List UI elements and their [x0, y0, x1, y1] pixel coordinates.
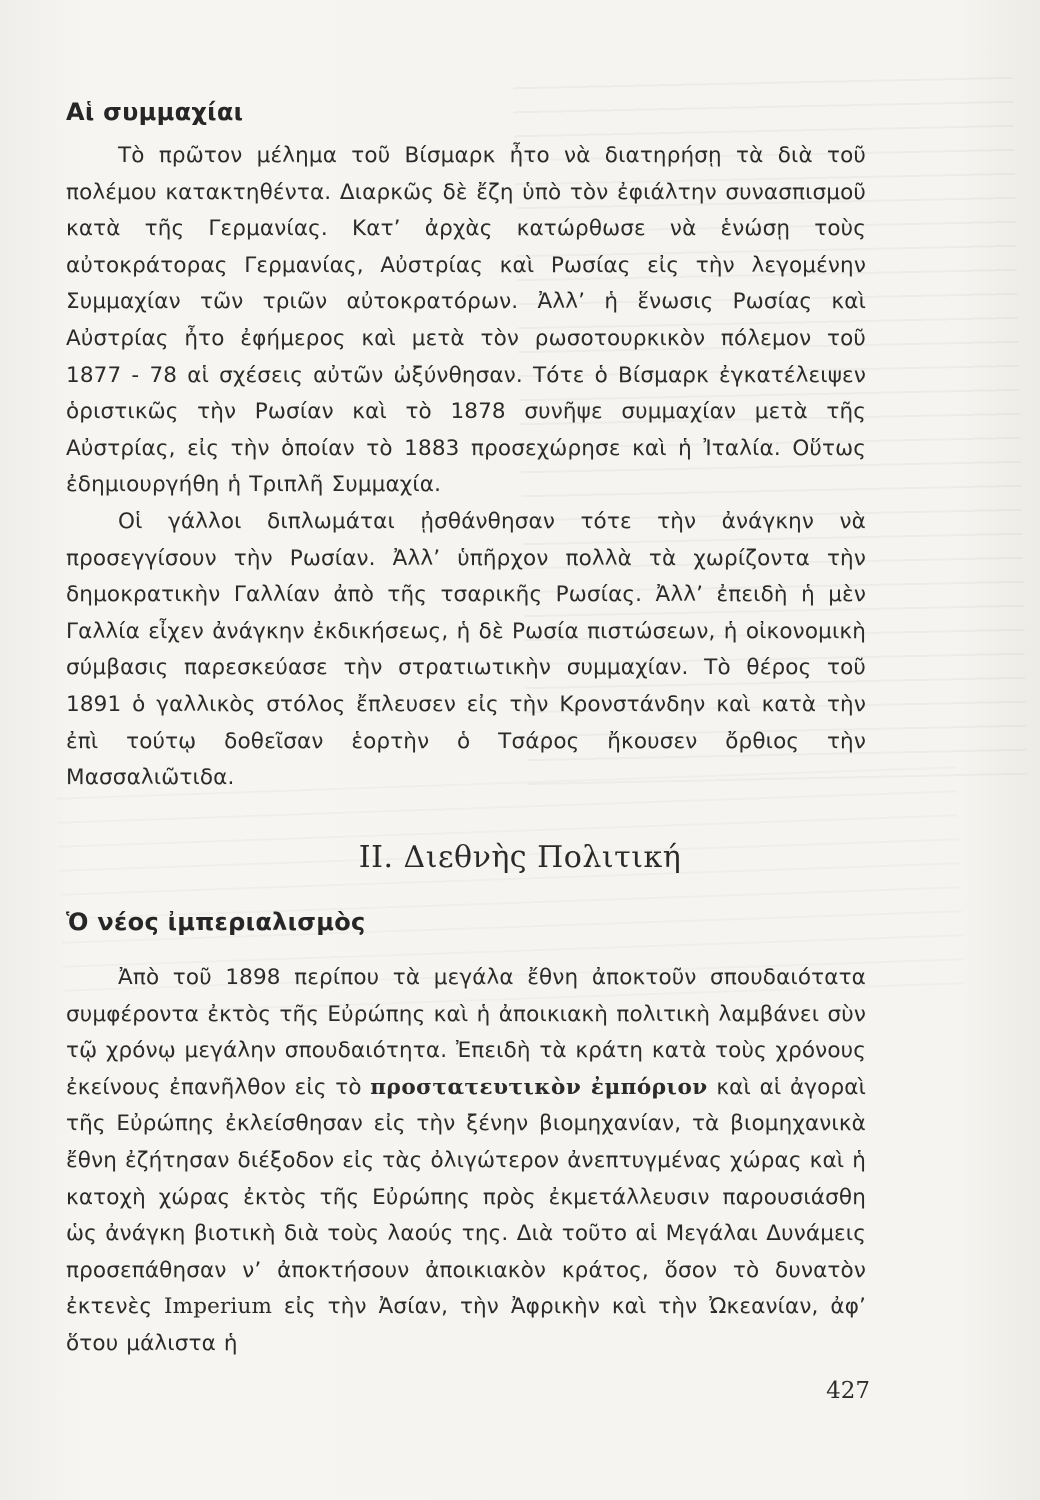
protectionist-trade-term: προστατευτικὸν ἐμπόριον [370, 1074, 708, 1100]
imperialism-section [66, 960, 866, 1363]
alliances-paragraph-1: Τὸ πρῶτον μέλημα τοῦ Βίσμαρκ ἦτο νὰ διατηρήσῃ τὰ διὰ τοῦ πολέμου κατακτηθέντα. Διαρκῶς δὲ ἔζη ὑπὸ τὸν ἐφιάλτην συνασπισμοῦ κατὰ τῆς Γερμανίας. Κατ’ ἀρχὰς κατώρθωσε νὰ ἑνώσῃ τοὺς αὐτοκράτορας Γερμανίας, Αὐστρίας καὶ Ρωσίας εἰς τὴν λεγομένην Συμμαχίαν τῶν τριῶν αὐτοκρατόρων. Ἀλλ’ ἡ ἕνωσις Ρωσίας καὶ Αὐστρίας ἦτο ἐφήμερος καὶ μετὰ τὸν ρωσοτουρκικὸν πόλεμον τοῦ 1877 - 78 αἱ σχέσεις αὐτῶν ὠξύνθησαν. Τότε ὁ Βίσμαρκ ἐγκατέλειψεν ὁριστικῶς τὴν Ρωσίαν καὶ τὸ 1878 συνῆψε συμμαχίαν μετὰ τῆς Αὐστρίας, εἰς τὴν ὁποίαν τὸ 1883 προσεχώρησε καὶ ἡ Ἰταλία. Οὕτως ἐδημιουργήθη ἡ Τριπλῆ Συμμαχία. [66, 143, 866, 498]
imperialism-paragraph [66, 960, 866, 1363]
page-number: 427 [826, 1378, 870, 1404]
section-title: II. Διεθνὴς Πολιτική [358, 840, 682, 875]
alliances-heading: Αἱ συμμαχίαι [66, 98, 244, 126]
imperialism-heading: Ὁ νέος ἰμπεριαλισμὸς [66, 908, 366, 936]
imperialism-text-part-1: Ἀπὸ τοῦ 1898 περίπου τὰ μεγάλα ἔθνη ἀποκτοῦν σπουδαιότατα συμφέροντα ἐκτὸς τῆς Εὐρώπης καὶ ἡ ἀποικιακὴ πολιτικὴ λαμβάνει σὺν τῷ χρόνῳ μεγάλην σπουδαιότητα. Ἐπειδὴ τὰ κράτη κατὰ τοὺς χρόνους ἐκείνους ἐπανῆλθον εἰς τὸ [66, 965, 866, 1100]
imperium-term: Imperium [164, 1294, 272, 1320]
alliances-section [66, 138, 866, 797]
alliances-paragraph-2: Οἱ γάλλοι διπλωμάται ᾐσθάνθησαν τότε τὴν ἀνάγκην νὰ προσεγγίσουν τὴν Ρωσίαν. Ἀλλ’ ὑπῆρχον πολλὰ τὰ χωρίζοντα τὴν δημοκρατικὴν Γαλλίαν ἀπὸ τῆς τσαρικῆς Ρωσίας. Ἀλλ’ ἐπειδὴ ἡ μὲν Γαλλία εἶχεν ἀνάγκην ἐκδικήσεως, ἡ δὲ Ρωσία πιστώσεων, ἡ οἰκονομικὴ σύμβασις παρεσκεύασε τὴν στρατιωτικὴν συμμαχίαν. Τὸ θέρος τοῦ 1891 ὁ γαλλικὸς στόλος ἔπλευσεν εἰς τὴν Κρονστάνδην καὶ κατὰ τὴν ἐπὶ τούτῳ δοθεῖσαν ἑορτὴν ὁ Τσάρος ἤκουσεν ὄρθιος τὴν Μασσαλιῶτιδα. [66, 508, 866, 791]
imperialism-text-part-2: καὶ αἱ ἀγοραὶ τῆς Εὐρώπης ἐκλείσθησαν εἰς τὴν ξένην βιομηχανίαν, τὰ βιομηχανικὰ ἔθνη ἐζήτησαν διέξοδον εἰς τὰς ὀλιγώτερον ἀνεπτυγμένας χώρας καὶ ἡ κατοχὴ χώρας ἐκτὸς τῆς Εὐρώπης πρὸς ἐκμετάλλευσιν παρουσιάσθη ὡς ἀνάγκη βιοτικὴ διὰ τοὺς λαούς της. Διὰ τοῦτο αἱ Μεγάλαι Δυνάμεις προσεπάθησαν ν’ ἀποκτήσουν ἀποικιακὸν κράτος, ὅσον τὸ δυνατὸν ἐκτενὲς [66, 1074, 866, 1320]
imperialism-text-part-3: εἰς τὴν Ἀσίαν, τὴν Ἀφρικὴν καὶ τὴν Ὠκεανίαν, ἀφ’ ὅτου μάλιστα ἡ [66, 1294, 867, 1356]
